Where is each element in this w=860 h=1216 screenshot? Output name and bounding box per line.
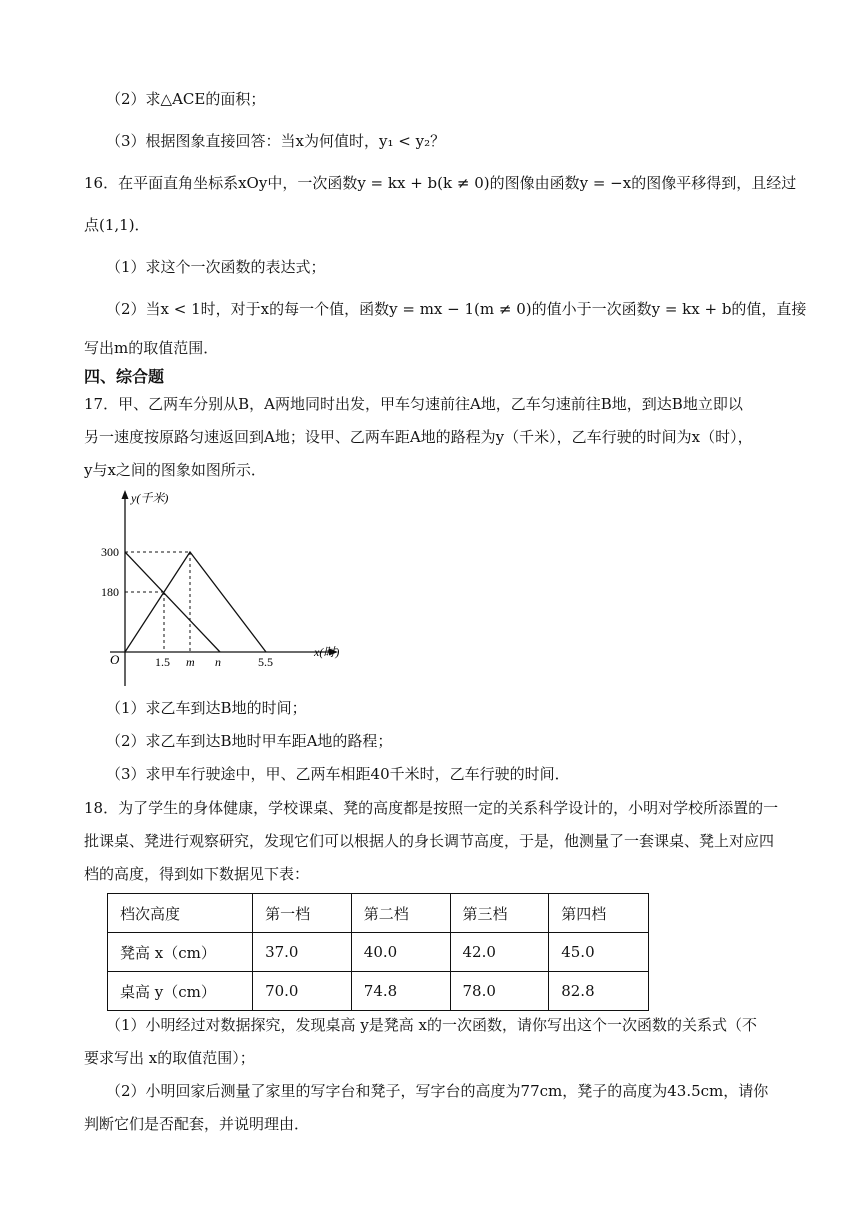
- section-heading: 四、综合题: [84, 367, 165, 386]
- q17-stem-line3: y与x之间的图象如图所示．: [84, 461, 266, 479]
- q17-part1: （1）求乙车到达B地的时间；: [106, 699, 307, 717]
- table-header-cell: 档次高度: [108, 894, 253, 933]
- q18-part2-line2: 判断它们是否配套，并说明理由．: [84, 1115, 310, 1133]
- distance-time-graph: [100, 486, 350, 686]
- q17-stem-line1: 17．甲、乙两车分别从B，A两地同时出发，甲车匀速前往A地，乙车匀速前往B地，到达B地立即以: [84, 395, 743, 413]
- q16-part2: （2）当x < 1时，对于x的每一个值，函数y = mx − 1(m ≠ 0)的值小于一次函数y = kx + b的值，直接: [106, 300, 807, 318]
- q16-part2-cont: 写出m的取值范围．: [84, 339, 219, 357]
- table-header-cell: 第三档: [450, 894, 549, 933]
- q16-part1: （1）求这个一次函数的表达式；: [106, 258, 326, 276]
- q15-part2: （2）求△ACE的面积；: [106, 90, 266, 108]
- x-tick-m: m: [186, 655, 195, 669]
- y-tick-300: 300: [101, 545, 119, 559]
- table-cell: 78.0: [450, 972, 549, 1011]
- table-header-cell: 第一档: [253, 894, 352, 933]
- q17-stem-line2: 另一速度按原路匀速返回到A地；设甲、乙两车距A地的路程为y（千米），乙车行驶的时间为x（时），: [84, 428, 753, 446]
- q18-stem-line2: 批课桌、凳进行观察研究，发现它们可以根据人的身长调节高度，于是，他测量了一套课桌、凳上对应四: [84, 832, 775, 850]
- table-cell: 45.0: [549, 933, 649, 972]
- q18-stem-line1: 18．为了学生的身体健康，学校课桌、凳的高度都是按照一定的关系科学设计的，小明对学校所添置的一: [84, 799, 779, 817]
- x-axis-label: x(时): [314, 645, 340, 659]
- table-row: [108, 933, 649, 972]
- table-cell: 40.0: [351, 933, 450, 972]
- q16-stem-line1: 16．在平面直角坐标系xOy中，一次函数y = kx + b(k ≠ 0)的图像由函数y = −x的图像平移得到，且经过: [84, 174, 797, 192]
- height-data-table: [107, 893, 649, 1011]
- series-jia: [125, 552, 220, 652]
- table-cell: 74.8: [351, 972, 450, 1011]
- origin-label: O: [110, 652, 120, 667]
- y-tick-180: 180: [101, 585, 119, 599]
- table-cell: 37.0: [253, 933, 352, 972]
- table-cell: 70.0: [253, 972, 352, 1011]
- q18-stem-line3: 档的高度，得到如下数据见下表：: [84, 865, 310, 883]
- q15-part3: （3）根据图象直接回答：当x为何值时，y₁ < y₂？: [106, 132, 446, 150]
- table-header-cell: 第二档: [351, 894, 450, 933]
- y-axis-label: y(千米): [131, 491, 169, 505]
- y-axis-arrow-icon: [122, 490, 129, 499]
- table-header-cell: 第四档: [549, 894, 649, 933]
- q17-part2: （2）求乙车到达B地时甲车距A地的路程；: [106, 732, 393, 750]
- q18-part2-line1: （2）小明回家后测量了家里的写字台和凳子，写字台的高度为77cm，凳子的高度为43.5cm，请你: [106, 1082, 769, 1100]
- x-tick-n: n: [215, 655, 221, 669]
- series-yi: [125, 552, 266, 652]
- table-cell: 凳高 x（cm）: [108, 933, 253, 972]
- table-cell: 桌高 y（cm）: [108, 972, 253, 1011]
- table-cell: 82.8: [549, 972, 649, 1011]
- table-cell: 42.0: [450, 933, 549, 972]
- x-tick-1-5: 1.5: [155, 655, 170, 669]
- q18-part1-line2: 要求写出 x的取值范围）；: [84, 1049, 255, 1067]
- x-tick-5-5: 5.5: [258, 655, 273, 669]
- table-row: [108, 972, 649, 1011]
- table-header-row: [108, 894, 649, 933]
- q18-part1-line1: （1）小明经过对数据探究，发现桌高 y是凳高 x的一次函数，请你写出这个一次函数的关系式（不: [106, 1016, 758, 1034]
- q16-stem-line2: 点(1,1)．: [84, 216, 150, 234]
- q17-part3: （3）求甲车行驶途中，甲、乙两车相距40千米时，乙车行驶的时间．: [106, 765, 570, 783]
